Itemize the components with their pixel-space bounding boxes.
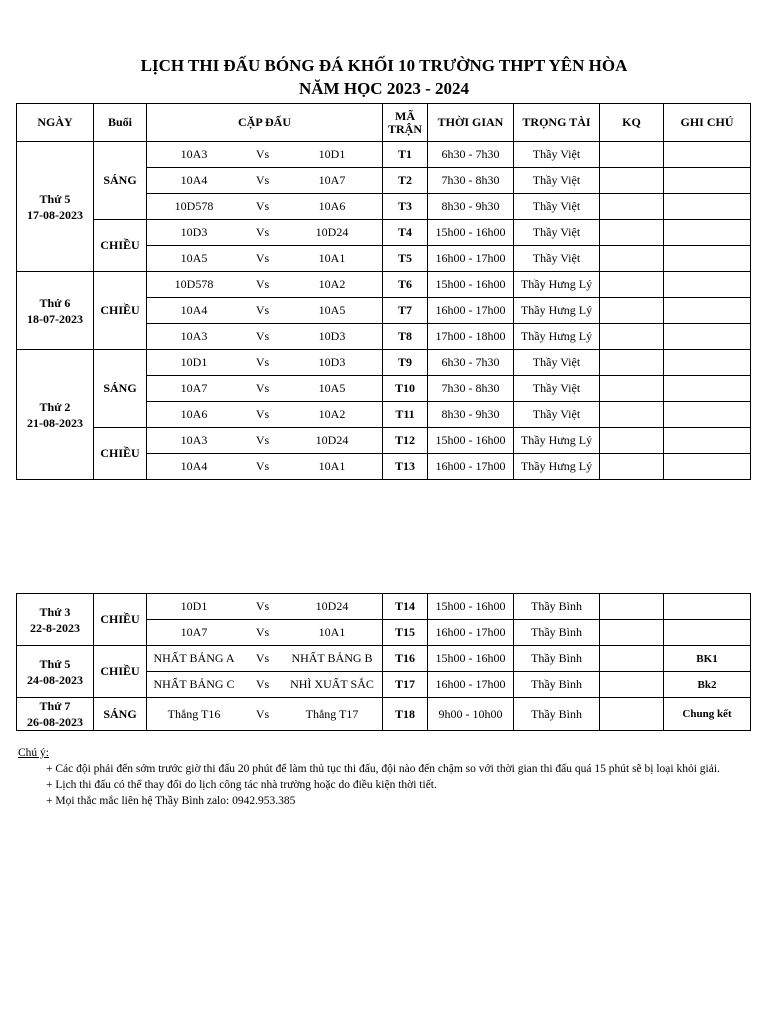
notes-label: Chú ý: [18, 747, 49, 759]
pairing-cell [147, 402, 383, 428]
vs-label: Vs [255, 599, 270, 613]
session-cell: CHIỀU [94, 220, 147, 272]
team-b: NHÌ XUẤT SẮC [290, 677, 374, 691]
session-cell: SÁNG [94, 698, 147, 731]
session-cell: CHIỀU [94, 646, 147, 698]
time-cell: 15h00 - 16h00 [428, 428, 514, 454]
team-a: 10A4 [180, 173, 208, 187]
match-code-cell: T13 [383, 454, 428, 480]
session-cell: CHIỀU [94, 428, 147, 480]
time-cell: 15h00 - 16h00 [428, 220, 514, 246]
vs-label: Vs [255, 355, 270, 369]
referee-cell: Thầy Bình [514, 646, 600, 672]
pairing-cell [147, 142, 383, 168]
team-a: 10A4 [180, 303, 208, 317]
pairing-cell [147, 298, 383, 324]
match-code-cell: T2 [383, 168, 428, 194]
team-a: 10A6 [180, 407, 208, 421]
time-cell: 9h00 - 10h00 [428, 698, 514, 731]
match-code-cell: T17 [383, 672, 428, 698]
table-row [17, 272, 751, 298]
match-code-cell: T6 [383, 272, 428, 298]
pairing-cell [147, 428, 383, 454]
team-a: 10A3 [180, 329, 208, 343]
time-cell: 7h30 - 8h30 [428, 376, 514, 402]
time-cell: 16h00 - 17h00 [428, 672, 514, 698]
time-cell: 17h00 - 18h00 [428, 324, 514, 350]
time-cell: 15h00 - 16h00 [428, 594, 514, 620]
referee-cell: Thầy Hưng Lý [514, 454, 600, 480]
note-cell: BK1 [664, 646, 751, 672]
col-header-result: KQ [600, 104, 664, 142]
schedule-body-1 [17, 142, 751, 480]
vs-label: Vs [255, 677, 270, 691]
team-b: 10A6 [318, 199, 346, 213]
team-b: 10A2 [318, 407, 346, 421]
team-b: 10D24 [315, 599, 349, 613]
result-cell [600, 376, 664, 402]
session-cell: CHIỀU [94, 272, 147, 350]
result-cell [600, 428, 664, 454]
referee-cell: Thầy Việt [514, 246, 600, 272]
match-code-cell: T8 [383, 324, 428, 350]
team-b: 10D24 [315, 225, 349, 239]
pairing-cell [147, 672, 383, 698]
match-code-cell: T10 [383, 376, 428, 402]
col-header-referee: TRỌNG TÀI [514, 104, 600, 142]
match-code-cell: T1 [383, 142, 428, 168]
schedule-table-1 [16, 103, 751, 480]
vs-label: Vs [255, 147, 270, 161]
vs-label: Vs [255, 407, 270, 421]
referee-cell: Thầy Việt [514, 350, 600, 376]
match-code-cell: T4 [383, 220, 428, 246]
col-header-time: THỜI GIAN [428, 104, 514, 142]
col-header-note: GHI CHÚ [664, 104, 751, 142]
time-cell: 16h00 - 17h00 [428, 246, 514, 272]
result-cell [600, 142, 664, 168]
referee-cell: Thầy Bình [514, 698, 600, 731]
match-code-cell: T16 [383, 646, 428, 672]
result-cell [600, 454, 664, 480]
result-cell [600, 324, 664, 350]
table-row [17, 350, 751, 376]
result-cell [600, 646, 664, 672]
time-cell: 15h00 - 16h00 [428, 272, 514, 298]
time-cell: 6h30 - 7h30 [428, 142, 514, 168]
vs-label: Vs [255, 459, 270, 473]
note-cell [664, 246, 751, 272]
team-a: 10D578 [174, 277, 214, 291]
note-line-2: + Lịch thi đấu có thể thay đổi do lịch công tác nhà trường hoặc do điều kiện thời tiết. [46, 779, 437, 791]
result-cell [600, 672, 664, 698]
col-header-code: MÃ TRẬN [383, 104, 428, 142]
note-line-1: + Các đội phải đến sớm trước giờ thi đấu 20 phút để làm thủ tục thi đấu, đội nào đến chậm so với thời gian thi đấu quá 15 phút sẽ bị loại khỏi giải. [46, 763, 720, 775]
referee-cell: Thầy Bình [514, 672, 600, 698]
team-b: 10D24 [315, 433, 349, 447]
result-cell [600, 350, 664, 376]
vs-label: Vs [255, 303, 270, 317]
team-a: 10A4 [180, 459, 208, 473]
team-a: 10D1 [180, 355, 208, 369]
team-b: Thắng T17 [305, 706, 359, 721]
result-cell [600, 168, 664, 194]
result-cell [600, 698, 664, 731]
note-cell [664, 402, 751, 428]
referee-cell: Thầy Việt [514, 142, 600, 168]
team-b: 10D3 [318, 355, 346, 369]
pairing-cell [147, 220, 383, 246]
team-a: 10D578 [174, 199, 214, 213]
referee-cell: Thầy Việt [514, 194, 600, 220]
note-cell [664, 620, 751, 646]
col-header-session: Buổi [94, 104, 147, 142]
note-cell [664, 324, 751, 350]
result-cell [600, 194, 664, 220]
day-cell: Thứ 3 22-8-2023 [17, 594, 94, 646]
note-cell [664, 168, 751, 194]
vs-label: Vs [255, 625, 270, 639]
referee-cell: Thầy Hưng Lý [514, 272, 600, 298]
result-cell [600, 246, 664, 272]
team-a: 10A7 [180, 381, 208, 395]
team-a: 10A3 [180, 433, 208, 447]
schedule-body-2 [17, 594, 751, 731]
result-cell [600, 594, 664, 620]
note-cell [664, 594, 751, 620]
vs-label: Vs [255, 329, 270, 343]
match-code-cell: T15 [383, 620, 428, 646]
note-cell [664, 272, 751, 298]
time-cell: 8h30 - 9h30 [428, 402, 514, 428]
note-cell: Chung kết [664, 698, 751, 731]
vs-label: Vs [255, 381, 270, 395]
table-row [17, 698, 751, 731]
session-cell: SÁNG [94, 142, 147, 220]
pairing-cell [147, 324, 383, 350]
referee-cell: Thầy Hưng Lý [514, 298, 600, 324]
referee-cell: Thầy Hưng Lý [514, 324, 600, 350]
match-code-cell: T9 [383, 350, 428, 376]
referee-cell: Thầy Việt [514, 220, 600, 246]
referee-cell: Thầy Hưng Lý [514, 428, 600, 454]
match-code-cell: T11 [383, 402, 428, 428]
team-a: 10D3 [180, 225, 208, 239]
note-cell [664, 428, 751, 454]
pairing-cell [147, 594, 383, 620]
team-b: 10A5 [318, 303, 346, 317]
vs-label: Vs [255, 173, 270, 187]
vs-label: Vs [255, 251, 270, 265]
result-cell [600, 272, 664, 298]
table-header-row [17, 104, 751, 142]
pairing-cell [147, 698, 383, 731]
schedule-table-2 [16, 593, 751, 731]
team-b: 10A5 [318, 381, 346, 395]
vs-label: Vs [255, 433, 270, 447]
session-cell: SÁNG [94, 350, 147, 428]
table-row [17, 594, 751, 620]
team-b: 10A1 [318, 459, 346, 473]
day-cell: Thứ 6 18-07-2023 [17, 272, 94, 350]
table-row [17, 142, 751, 168]
time-cell: 16h00 - 17h00 [428, 454, 514, 480]
vs-label: Vs [255, 277, 270, 291]
pairing-cell [147, 246, 383, 272]
team-b: 10A1 [318, 251, 346, 265]
page-subtitle: NĂM HỌC 2023 - 2024 [299, 79, 469, 98]
note-cell [664, 220, 751, 246]
note-line-3: + Mọi thắc mắc liên hệ Thầy Bình zalo: 0942.953.385 [46, 795, 296, 807]
pairing-cell [147, 350, 383, 376]
referee-cell: Thầy Bình [514, 594, 600, 620]
note-cell [664, 350, 751, 376]
match-code-cell: T12 [383, 428, 428, 454]
referee-cell: Thầy Việt [514, 376, 600, 402]
result-cell [600, 298, 664, 324]
pairing-cell [147, 646, 383, 672]
team-a: 10A3 [180, 147, 208, 161]
team-b: 10A1 [318, 625, 346, 639]
day-cell: Thứ 7 26-08-2023 [17, 698, 94, 731]
time-cell: 16h00 - 17h00 [428, 298, 514, 324]
result-cell [600, 220, 664, 246]
table-row [17, 220, 751, 246]
result-cell [600, 402, 664, 428]
match-code-cell: T7 [383, 298, 428, 324]
vs-label: Vs [255, 651, 270, 665]
match-code-cell: T3 [383, 194, 428, 220]
result-cell [600, 620, 664, 646]
note-cell [664, 298, 751, 324]
note-cell [664, 454, 751, 480]
time-cell: 7h30 - 8h30 [428, 168, 514, 194]
referee-cell: Thầy Việt [514, 402, 600, 428]
pairing-cell [147, 620, 383, 646]
team-a: Thắng T16 [167, 706, 221, 721]
pairing-cell [147, 194, 383, 220]
team-b: 10A7 [318, 173, 346, 187]
col-header-pairing: CẶP ĐẤU [147, 104, 383, 142]
day-cell: Thứ 2 21-08-2023 [17, 350, 94, 480]
team-b: 10A2 [318, 277, 346, 291]
match-code-cell: T18 [383, 698, 428, 731]
referee-cell: Thầy Bình [514, 620, 600, 646]
pairing-cell [147, 454, 383, 480]
time-cell: 6h30 - 7h30 [428, 350, 514, 376]
session-cell: CHIỀU [94, 594, 147, 646]
pairing-cell [147, 376, 383, 402]
match-code-cell: T5 [383, 246, 428, 272]
time-cell: 15h00 - 16h00 [428, 646, 514, 672]
note-cell [664, 142, 751, 168]
notes-section [18, 745, 758, 809]
page-title: LỊCH THI ĐẤU BÓNG ĐÁ KHỐI 10 TRƯỜNG THPT YÊN HÒA [140, 56, 628, 75]
team-a: NHẤT BẢNG C [153, 677, 235, 691]
time-cell: 16h00 - 17h00 [428, 620, 514, 646]
note-cell [664, 376, 751, 402]
match-code-cell: T14 [383, 594, 428, 620]
pairing-cell [147, 272, 383, 298]
time-cell: 8h30 - 9h30 [428, 194, 514, 220]
team-a: 10A7 [180, 625, 208, 639]
day-cell: Thứ 5 17-08-2023 [17, 142, 94, 272]
table-row [17, 428, 751, 454]
note-cell: Bk2 [664, 672, 751, 698]
team-a: 10A5 [180, 251, 208, 265]
col-header-day: NGÀY [17, 104, 94, 142]
referee-cell: Thầy Việt [514, 168, 600, 194]
team-b: NHẤT BẢNG B [291, 651, 373, 665]
table-row [17, 646, 751, 672]
vs-label: Vs [255, 225, 270, 239]
team-b: 10D3 [318, 329, 346, 343]
vs-label: Vs [255, 706, 270, 721]
vs-label: Vs [255, 199, 270, 213]
team-a: NHẤT BẢNG A [153, 651, 235, 665]
pairing-cell [147, 168, 383, 194]
team-a: 10D1 [180, 599, 208, 613]
note-cell [664, 194, 751, 220]
team-b: 10D1 [318, 147, 346, 161]
day-cell: Thứ 5 24-08-2023 [17, 646, 94, 698]
